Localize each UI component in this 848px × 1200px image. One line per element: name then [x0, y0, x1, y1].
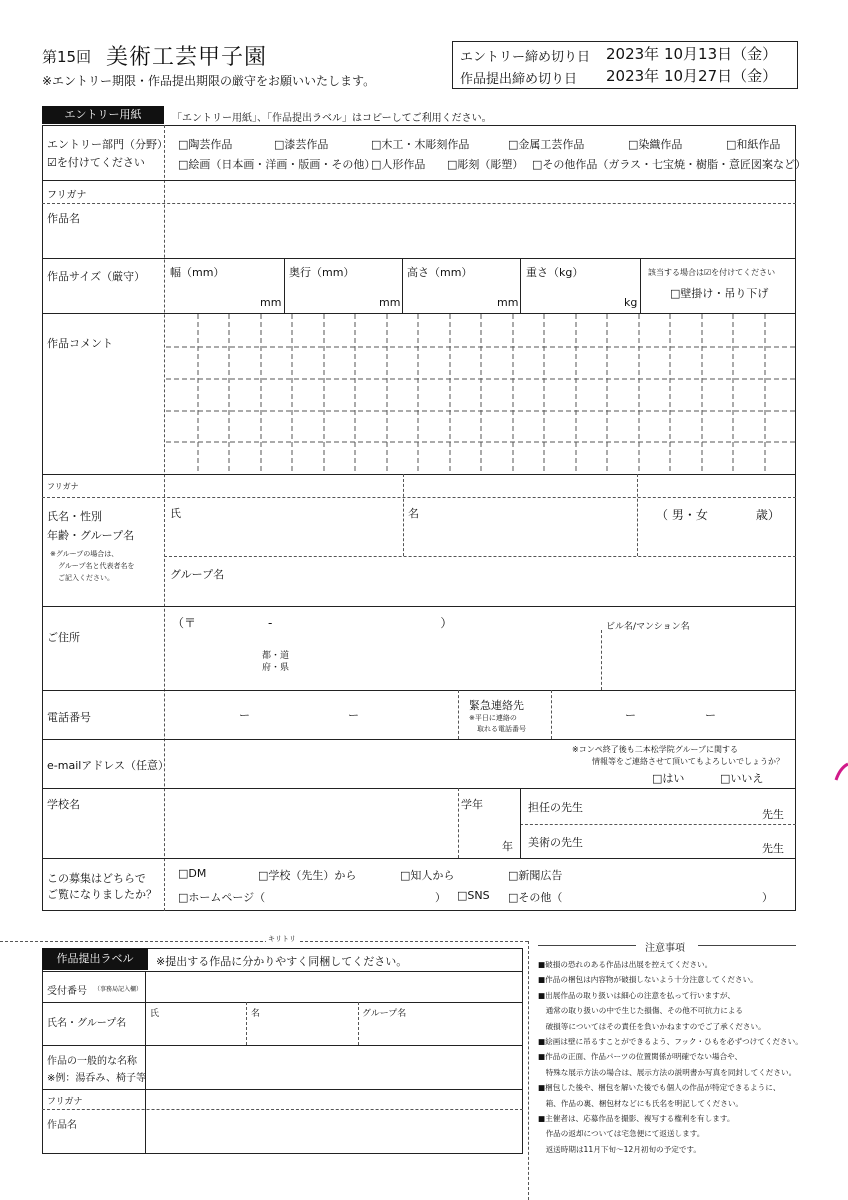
address-label: ご住所 [47, 631, 80, 644]
art-teacher-label: 美術の先生 [528, 836, 583, 849]
furigana-field[interactable] [166, 182, 794, 202]
receipt-number-note: （事務局記入欄） [94, 986, 143, 993]
category-doll[interactable]: □人形作品 [371, 158, 426, 171]
address-field[interactable] [300, 636, 595, 686]
art-teacher-sensei: 先生 [762, 842, 784, 855]
label-given-label: 名 [251, 1009, 261, 1019]
category-woodwork[interactable]: □木工・木彫刻作品 [371, 138, 470, 151]
notes-line: 特殊な展示方法の場合は、展示方法の説明書か写真を同封してください。 [538, 1067, 797, 1077]
wall-hang-checkbox[interactable]: □壁掛け・吊り下げ [670, 287, 769, 300]
prefecture-label-1: 都・道 [262, 651, 290, 661]
contact-no-checkbox[interactable]: □いいえ [720, 772, 764, 785]
how-heard-label-1: この募集はどちらで [47, 872, 146, 885]
notes-line: ■主催者は、応募作品を撮影、複写する権利を有します。 [538, 1114, 735, 1124]
notes-list [538, 957, 803, 1157]
group-name-label: グループ名 [170, 568, 225, 581]
homeroom-sensei: 先生 [762, 808, 784, 821]
comment-label: 作品コメント [47, 337, 113, 350]
label-group-field[interactable] [360, 1018, 521, 1043]
category-dyeing[interactable]: □染織作品 [628, 138, 683, 151]
notes-line: ■破損の恐れのある作品は出展を控えてください。 [538, 960, 713, 969]
category-label: エントリー部門（分野） [47, 138, 168, 151]
general-name-label: 作品の一般的な名称 [47, 1056, 137, 1067]
page-title: 美術工芸甲子園 [106, 45, 268, 70]
given-name-field[interactable] [405, 499, 635, 554]
submit-deadline-label: 作品提出締め切り日 [460, 72, 578, 87]
notes-title: 注意事項 [645, 943, 685, 954]
width-field[interactable] [166, 280, 256, 310]
category-ceramics[interactable]: □陶芸作品 [178, 138, 233, 151]
category-metalwork[interactable]: □金属工芸作品 [508, 138, 585, 151]
how-heard-label-2: ご覧になりましたか？ [47, 888, 157, 901]
source-school-checkbox[interactable]: □学校（先生）から [258, 869, 357, 882]
notes-line: ■作品の梱包は内容物が破損しないよう十分注意してください。 [538, 975, 758, 985]
source-other-checkbox[interactable]: □その他（ [508, 891, 563, 904]
depth-label: 奥行（mm） [289, 266, 355, 279]
entry-form-tab: エントリー用紙 [42, 106, 164, 124]
group-note-2: グループ名と代表者名を [58, 562, 135, 570]
size-label: 作品サイズ（厳守） [47, 270, 146, 283]
notes-line: 返送時期は11月下旬〜12月初旬の予定です。 [538, 1144, 701, 1154]
category-washi[interactable]: □和紙作品 [726, 138, 781, 151]
group-note-1: ※グループの場合は、 [50, 550, 119, 558]
age-group-label: 年齢・グループ名 [47, 529, 135, 542]
notes-line: ■作品の正面、作品パーツの位置関係が明確でない場合や、 [538, 1052, 743, 1062]
general-name-example: ※例：湯呑み、椅子等 [47, 1073, 146, 1084]
school-name-field[interactable] [166, 792, 456, 856]
category-instruction: ☑を付けてください [47, 156, 145, 169]
emergency-dash-1: ー [625, 709, 636, 722]
phone-label: 電話番号 [47, 711, 91, 724]
deadline-notice: ※エントリー期限・作品提出期限の厳守をお願いいたします。 [42, 74, 376, 88]
emergency-dash-2: ー [705, 709, 716, 722]
contact-note-2: 情報等をご連絡させて頂いてもよろしいでしょうか？ [592, 757, 784, 766]
postal-code-field[interactable]: （〒 - ） [172, 616, 453, 630]
height-label: 高さ（mm） [407, 266, 473, 279]
label-family-field[interactable] [147, 1018, 244, 1043]
cut-line [0, 941, 528, 942]
width-label: 幅（mm） [170, 266, 225, 279]
grade-field[interactable] [460, 812, 500, 854]
homepage-paren-close: ） [435, 891, 446, 904]
source-dm-checkbox[interactable]: □DM [178, 867, 207, 880]
email-field[interactable] [166, 742, 566, 786]
notes-line: 通常の取り扱いの中で生じた損傷、その他不可抗力による [538, 1006, 744, 1016]
grade-label: 学年 [461, 798, 483, 811]
weight-unit: kg [624, 296, 638, 309]
group-name-field[interactable] [166, 558, 794, 604]
weight-field[interactable] [522, 280, 620, 310]
email-label: e-mailアドレス（任意） [47, 759, 169, 772]
notes-line: 箱、作品の裏、梱包材などにも氏名を明記してください。 [538, 1098, 744, 1108]
phone-dash-2: ー [348, 709, 359, 722]
label-furigana-label: フリガナ [47, 1097, 83, 1107]
family-name-label: 氏 [170, 507, 181, 520]
group-note-3: ご記入ください。 [58, 574, 114, 582]
source-sns-checkbox[interactable]: □SNS [457, 889, 490, 902]
decorative-mark [834, 760, 848, 784]
other-paren-close: ） [762, 891, 773, 904]
emergency-phone-field[interactable] [553, 694, 793, 736]
label-given-field[interactable] [248, 1018, 356, 1043]
edition-label: 第15回 [42, 48, 92, 66]
work-name-label: 作品名 [47, 212, 80, 225]
phone-field[interactable] [166, 694, 456, 736]
furigana-label: フリガナ [47, 190, 87, 201]
work-name-field[interactable] [166, 205, 794, 257]
prefecture-label-2: 府・県 [262, 663, 290, 673]
entry-deadline-label: エントリー締め切り日 [460, 50, 591, 65]
height-unit: mm [497, 296, 519, 309]
gender-age-field[interactable]: （ 男・女 歳） [656, 508, 780, 522]
label-family-label: 氏 [150, 1009, 160, 1019]
label-group-label: グループ名 [362, 1009, 407, 1019]
emergency-note-1: ※平日に連絡の [469, 714, 517, 722]
furigana2-label: フリガナ [47, 482, 79, 491]
category-painting[interactable]: □絵画（日本画・洋画・版画・その他） [178, 158, 376, 171]
phone-dash-1: ー [239, 709, 250, 722]
notes-line: 作品の返却については宅急便にて返送します。 [538, 1129, 705, 1139]
contact-note-1: ※コンペ終了後も二本松学院グループに関する [572, 745, 739, 754]
label-furigana-field[interactable] [147, 1091, 521, 1108]
weight-label: 重さ（kg） [526, 266, 584, 279]
category-sculpture[interactable]: □彫刻（彫塑） [447, 158, 524, 171]
name-label: 氏名・性別 [47, 510, 102, 523]
school-label: 学校名 [47, 798, 80, 811]
given-name-label: 名 [408, 507, 419, 520]
notes-line: ■出展作品の取り扱いは細心の注意を払って行いますが、 [538, 990, 736, 1000]
notes-line: ■梱包した後や、梱包を解いた後でも個人の作品が特定できるように、 [538, 1083, 781, 1093]
family-name-field[interactable] [166, 499, 401, 554]
category-other[interactable]: □その他作品（ガラス・七宝焼・樹脂・意匠図案など） [532, 158, 807, 171]
building-field[interactable] [604, 634, 794, 688]
receipt-number-label: 受付番号 [47, 986, 87, 997]
emergency-label: 緊急連絡先 [469, 699, 524, 712]
label-tab: 作品提出ラベル [42, 948, 148, 970]
category-lacquer[interactable]: □漆芸作品 [274, 138, 329, 151]
submit-deadline-date: 2023年 10月27日（金） [606, 67, 778, 85]
source-friend-checkbox[interactable]: □知人から [400, 869, 455, 882]
label-work-name-field[interactable] [147, 1111, 521, 1152]
general-name-field[interactable] [147, 1048, 521, 1087]
source-homepage-checkbox[interactable]: □ホームページ（ [178, 891, 266, 904]
homeroom-teacher-field[interactable] [600, 792, 756, 822]
cut-label: キリトリ [268, 935, 296, 943]
grade-unit: 年 [502, 840, 513, 853]
entry-deadline-date: 2023年 10月13日（金） [606, 45, 778, 63]
notes-line: ■絵画は壁に吊るすことができるよう、フック・ひもを必ずつけてください。 [538, 1037, 803, 1047]
check-note: 該当する場合は☑を付けてください [648, 268, 776, 277]
receipt-number-field[interactable] [147, 974, 521, 1000]
homeroom-teacher-label: 担任の先生 [528, 801, 583, 814]
height-field[interactable] [404, 280, 494, 310]
label-work-name-label: 作品名 [47, 1120, 77, 1131]
label-name-group-label: 氏名・グループ名 [47, 1018, 127, 1029]
building-label: ビル名/マンション名 [606, 622, 690, 632]
width-unit: mm [260, 296, 282, 309]
comment-grid[interactable] [166, 314, 796, 474]
emergency-note-2: 取れる電話番号 [477, 725, 526, 733]
notes-line: 破損等についてはその責任を負いかねますのでご了承ください。 [538, 1021, 766, 1031]
depth-field[interactable] [286, 280, 376, 310]
copy-note: 「エントリー用紙」、「作品提出ラベル」はコピーしてご利用ください。 [172, 113, 492, 124]
label-instruction: ※提出する作品に分かりやすく同梱してください。 [156, 955, 408, 968]
contact-yes-checkbox[interactable]: □はい [652, 772, 685, 785]
art-teacher-field[interactable] [600, 827, 756, 855]
depth-unit: mm [379, 296, 401, 309]
source-newspaper-checkbox[interactable]: □新聞広告 [508, 869, 563, 882]
